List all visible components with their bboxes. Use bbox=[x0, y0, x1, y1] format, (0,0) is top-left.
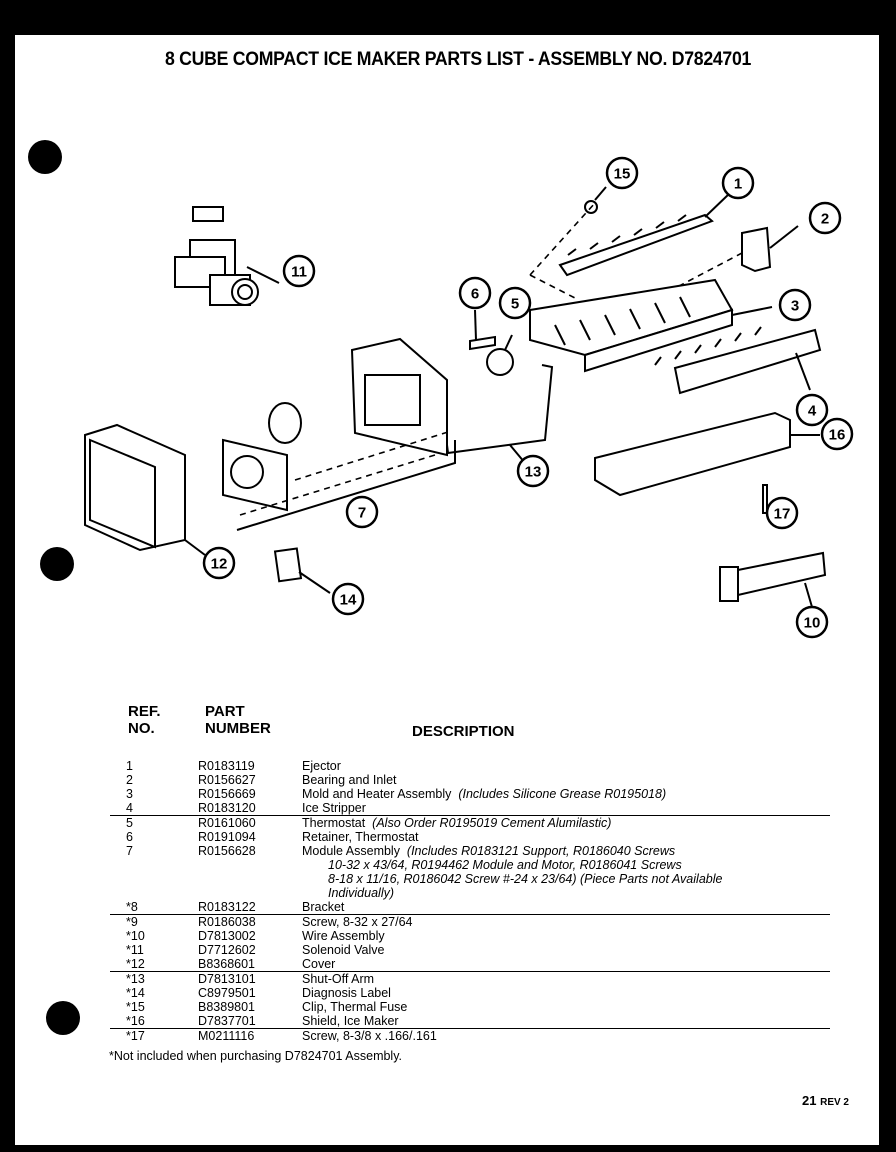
table-row: *17 M0211116 Screw, 8-3/8 x .166/.161 bbox=[126, 1029, 437, 1043]
callout-12 bbox=[204, 548, 234, 578]
callout-6 bbox=[460, 278, 490, 308]
table-row: *10 D7813002 Wire Assembly bbox=[126, 929, 385, 943]
wire-assembly-illustration bbox=[720, 553, 825, 601]
revision-label: REV 2 bbox=[820, 1097, 849, 1108]
table-row: 6 R0191094 Retainer, Thermostat bbox=[126, 830, 419, 844]
table-row: 3 R0156669 Mold and Heater Assembly (Includes Silicone Grease R0195018) bbox=[126, 787, 667, 801]
table-row: 1 R0183119 Ejector bbox=[126, 759, 341, 773]
svg-text:12: 12 bbox=[210, 555, 228, 573]
callout-14 bbox=[333, 584, 363, 614]
header-ref-no: REF. NO. bbox=[128, 703, 161, 737]
svg-text:15: 15 bbox=[613, 165, 631, 183]
footnote: *Not included when purchasing D7824701 Assembly. bbox=[109, 1049, 403, 1063]
table-row: 5 R0161060 Thermostat (Also Order R0195019 Cement Alumilastic) bbox=[126, 816, 612, 830]
table-row: *15 B8389801 Clip, Thermal Fuse bbox=[126, 1000, 408, 1014]
page-title: 8 CUBE COMPACT ICE MAKER PARTS LIST - ASSEMBLY NO. D7824701 bbox=[165, 49, 752, 70]
svg-text:3: 3 bbox=[790, 297, 800, 315]
callout-4 bbox=[797, 395, 827, 425]
shield-illustration bbox=[595, 413, 790, 495]
binder-hole-bottom bbox=[46, 1001, 80, 1035]
table-row: *14 C8979501 Diagnosis Label bbox=[126, 986, 391, 1000]
table-row: *12 B8368601 Cover bbox=[110, 957, 830, 972]
callout-7 bbox=[347, 497, 377, 527]
callout-16 bbox=[822, 419, 852, 449]
header-description: DESCRIPTION bbox=[412, 723, 515, 740]
svg-text:1: 1 bbox=[733, 175, 743, 193]
svg-text:7: 7 bbox=[357, 504, 367, 522]
svg-text:6: 6 bbox=[470, 285, 480, 303]
page-number: 21 REV 2 bbox=[802, 1093, 849, 1108]
callout-5 bbox=[500, 288, 530, 318]
table-row: *11 D7712602 Solenoid Valve bbox=[126, 943, 385, 957]
exploded-parts-diagram bbox=[15, 35, 879, 695]
callout-17 bbox=[767, 498, 797, 528]
table-row: *13 D7813101 Shut-Off Arm bbox=[126, 972, 375, 986]
parts-list-page bbox=[15, 35, 879, 1145]
callout-10 bbox=[797, 607, 827, 637]
callout-2 bbox=[810, 203, 840, 233]
svg-text:17: 17 bbox=[773, 505, 791, 523]
table-header bbox=[110, 703, 830, 759]
table-row: 2 R0156627 Bearing and Inlet bbox=[126, 773, 397, 787]
svg-text:2: 2 bbox=[820, 210, 830, 228]
callout-3 bbox=[780, 290, 810, 320]
ejector-illustration bbox=[560, 215, 712, 275]
cover-illustration bbox=[85, 425, 185, 550]
table-row: *16 D7837701 Shield, Ice Maker bbox=[110, 1014, 830, 1029]
mold-illustration bbox=[530, 280, 732, 371]
svg-text:5: 5 bbox=[510, 295, 520, 313]
solenoid-valve-illustration bbox=[175, 207, 258, 305]
callout-13 bbox=[518, 456, 548, 486]
table-row: *9 R0186038 Screw, 8-32 x 27/64 bbox=[126, 915, 413, 929]
svg-text:10: 10 bbox=[803, 614, 821, 632]
callout-1 bbox=[723, 168, 753, 198]
svg-text:4: 4 bbox=[807, 402, 817, 420]
module-assembly-illustration bbox=[223, 339, 447, 510]
svg-text:11: 11 bbox=[291, 263, 307, 281]
header-part-number: PART NUMBER bbox=[205, 703, 271, 737]
parts-table bbox=[110, 703, 830, 1043]
callout-15 bbox=[607, 158, 637, 188]
table-row: *8 R0183122 Bracket bbox=[110, 900, 830, 915]
callout-11 bbox=[284, 256, 314, 286]
svg-text:16: 16 bbox=[828, 426, 846, 444]
svg-text:14: 14 bbox=[339, 591, 357, 609]
table-row: 7 R0156628 Module Assembly (Includes R0183121 Support, R0186040 Screws 10-32 x 43/64, R0194462 Module and Motor, R0186041 Screws 8-18 x 11/16, R0186042 Screw #-24 x 23/64) (Piece Parts not Available Individually) bbox=[126, 844, 723, 900]
svg-text:13: 13 bbox=[524, 463, 542, 481]
table-row: 4 R0183120 Ice Stripper bbox=[110, 801, 830, 816]
